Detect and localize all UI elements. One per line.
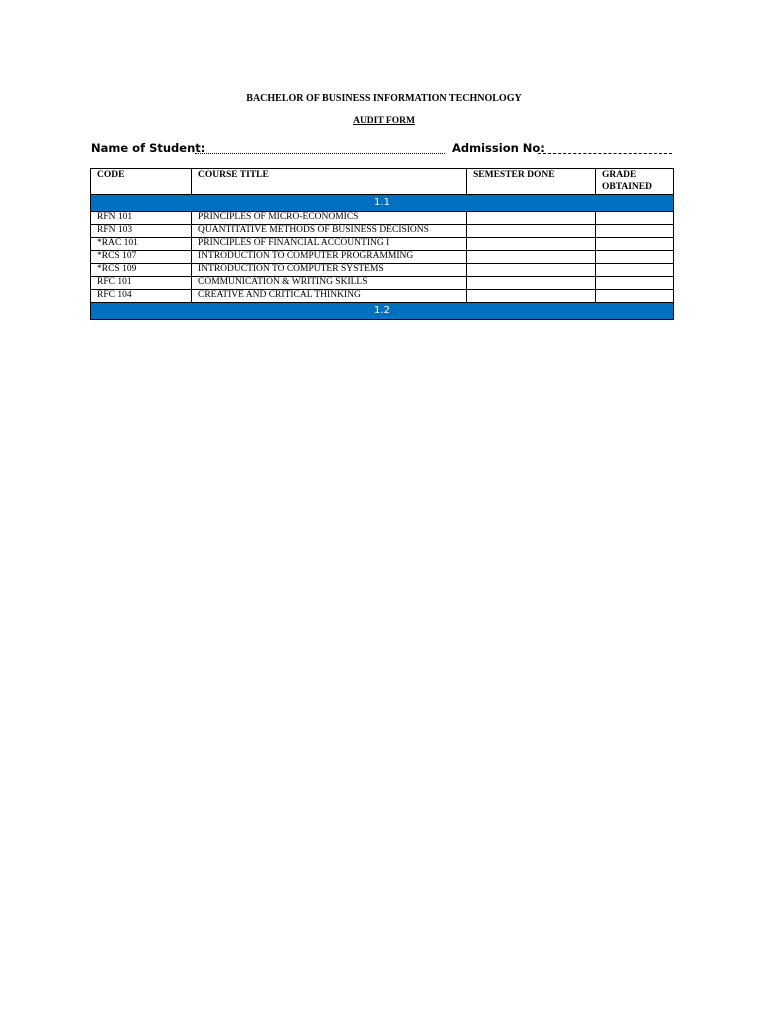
course-title: INTRODUCTION TO COMPUTER PROGRAMMING (192, 251, 467, 264)
table-row (91, 277, 674, 290)
section-band-1-1 (91, 195, 674, 212)
student-info-fields (91, 141, 673, 157)
grade-obtained-cell[interactable] (596, 264, 674, 277)
semester-done-cell[interactable] (467, 212, 596, 225)
semester-done-cell[interactable] (467, 290, 596, 303)
table-header-row (91, 169, 674, 195)
section-label: 1.2 (91, 303, 674, 320)
table-row (91, 251, 674, 264)
student-name-label: Name of Student: (91, 141, 206, 155)
grade-obtained-cell[interactable] (596, 238, 674, 251)
course-code: RFC 104 (91, 290, 192, 303)
semester-done-cell[interactable] (467, 238, 596, 251)
course-audit-table (90, 168, 674, 320)
course-title: PRINCIPLES OF FINANCIAL ACCOUNTING I (192, 238, 467, 251)
header-grade-obtained: GRADE OBTAINED (596, 169, 674, 195)
table-row (91, 212, 674, 225)
admission-no-field[interactable] (538, 153, 672, 154)
course-title: QUANTITATIVE METHODS OF BUSINESS DECISIONS (192, 225, 467, 238)
semester-done-cell[interactable] (467, 264, 596, 277)
grade-obtained-cell[interactable] (596, 290, 674, 303)
student-name-field[interactable] (195, 153, 445, 154)
course-title: INTRODUCTION TO COMPUTER SYSTEMS (192, 264, 467, 277)
course-code: *RCS 107 (91, 251, 192, 264)
semester-done-cell[interactable] (467, 225, 596, 238)
semester-done-cell[interactable] (467, 277, 596, 290)
course-code: RFN 103 (91, 225, 192, 238)
table-row (91, 264, 674, 277)
course-code: RFN 101 (91, 212, 192, 225)
header-semester-done: SEMESTER DONE (467, 169, 596, 195)
table-row (91, 238, 674, 251)
section-label: 1.1 (91, 195, 674, 212)
course-title: CREATIVE AND CRITICAL THINKING (192, 290, 467, 303)
course-code: RFC 101 (91, 277, 192, 290)
course-code: *RCS 109 (91, 264, 192, 277)
course-title: COMMUNICATION & WRITING SKILLS (192, 277, 467, 290)
header-course-title: COURSE TITLE (192, 169, 467, 195)
grade-obtained-cell[interactable] (596, 212, 674, 225)
admission-no-label: Admission No: (452, 141, 545, 155)
table-row (91, 290, 674, 303)
section-band-1-2 (91, 303, 674, 320)
grade-obtained-cell[interactable] (596, 225, 674, 238)
header-code: CODE (91, 169, 192, 195)
grade-obtained-cell[interactable] (596, 277, 674, 290)
document-subtitle: AUDIT FORM (353, 116, 415, 126)
document-title: BACHELOR OF BUSINESS INFORMATION TECHNOLOGY (246, 93, 522, 104)
grade-obtained-cell[interactable] (596, 251, 674, 264)
table-row (91, 225, 674, 238)
course-title: PRINCIPLES OF MICRO-ECONOMICS (192, 212, 467, 225)
semester-done-cell[interactable] (467, 251, 596, 264)
course-code: *RAC 101 (91, 238, 192, 251)
